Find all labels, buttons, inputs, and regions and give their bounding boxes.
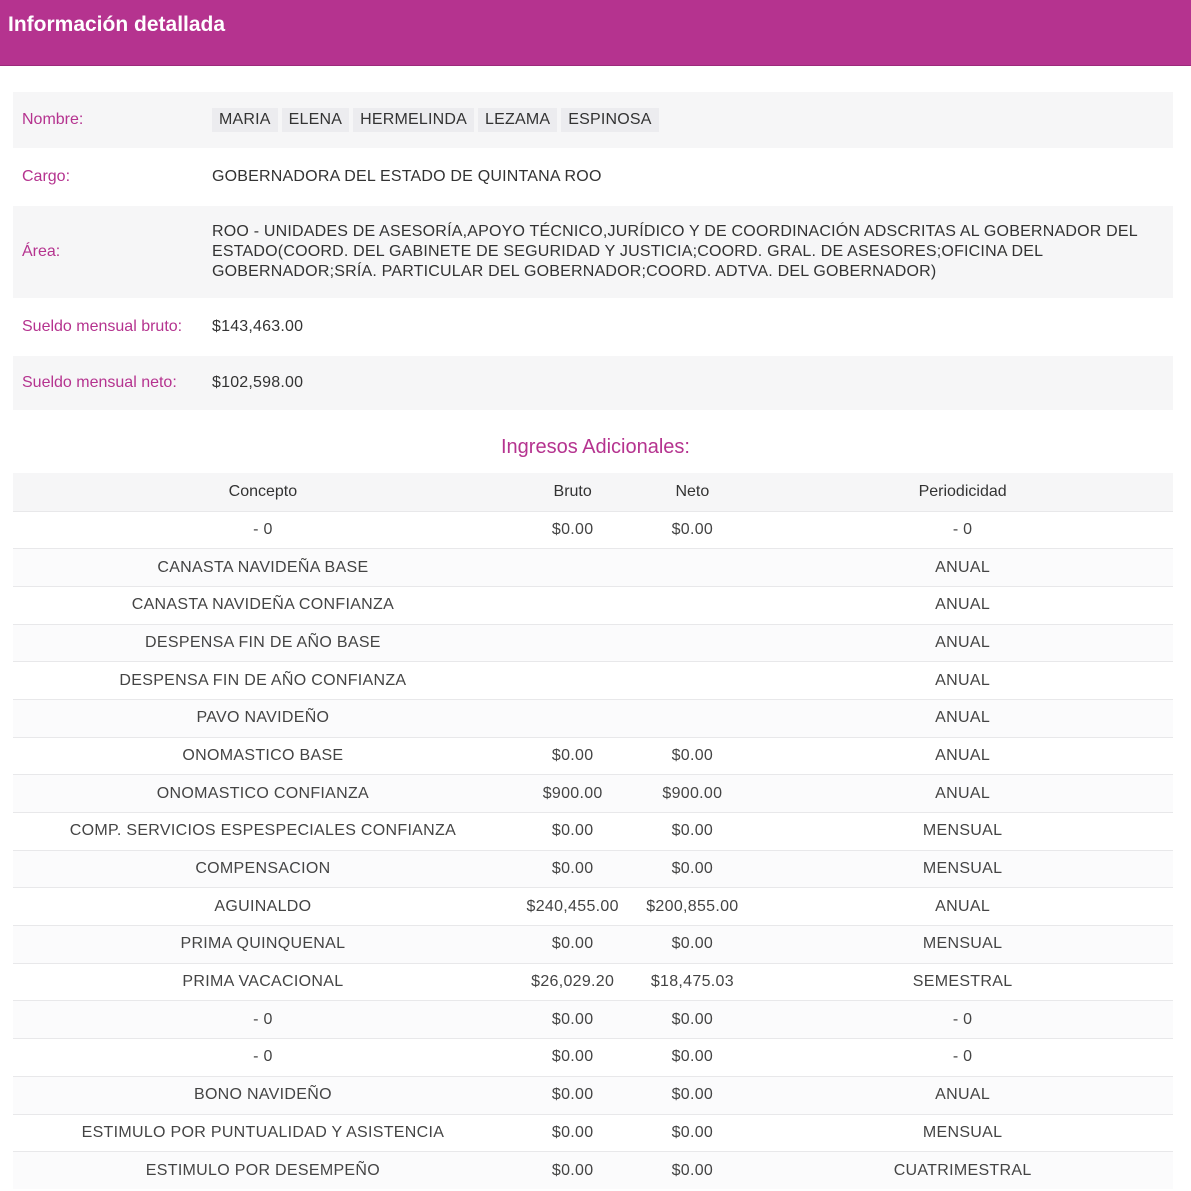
cell-periodicidad: ANUAL <box>935 671 991 689</box>
cell-neto: $0.00 <box>671 860 714 878</box>
cell-bruto <box>513 624 633 662</box>
cell-periodicidad: MENSUAL <box>922 860 1003 878</box>
header-concepto: Concepto <box>228 482 298 500</box>
cell-periodicidad: ANUAL <box>935 897 991 915</box>
name-part: HERMELINDA <box>353 108 474 132</box>
table-row <box>13 813 1173 851</box>
sueldo-neto-label: Sueldo mensual neto: <box>22 374 177 391</box>
sueldo-bruto-value: $143,463.00 <box>212 318 304 335</box>
nombre-value <box>212 108 663 132</box>
table-row <box>13 549 1173 587</box>
table-row <box>13 1152 1173 1190</box>
cargo-row <box>13 148 1173 206</box>
cell-periodicidad: ANUAL <box>935 1086 991 1104</box>
cell-concepto: PRIMA QUINQUENAL <box>180 935 346 953</box>
cell-periodicidad: MENSUAL <box>922 822 1003 840</box>
cell-bruto: $0.00 <box>551 520 594 538</box>
table-row <box>13 1114 1173 1152</box>
cell-periodicidad: ANUAL <box>935 784 991 802</box>
ingresos-table <box>13 473 1173 1189</box>
cargo-label: Cargo: <box>22 168 71 185</box>
area-label: Área: <box>22 243 61 260</box>
cell-neto: $0.00 <box>671 520 714 538</box>
cell-concepto: ESTIMULO POR DESEMPEÑO <box>145 1161 380 1179</box>
cell-concepto: - 0 <box>253 1010 273 1028</box>
cargo-value: GOBERNADORA DEL ESTADO DE QUINTANA ROO <box>212 168 602 185</box>
cell-concepto: PRIMA VACACIONAL <box>182 973 344 991</box>
header-neto: Neto <box>675 482 710 500</box>
sueldo-bruto-label: Sueldo mensual bruto: <box>22 318 183 335</box>
page-header <box>0 0 1191 66</box>
cell-periodicidad: MENSUAL <box>922 1123 1003 1141</box>
area-value: ROO - UNIDADES DE ASESORÍA,APOYO TÉCNICO,JURÍDICO Y DE COORDINACIÓN ADSCRITAS AL GOBERNADOR DEL ESTADO(COORD. DEL GABINETE DE SEGURIDAD Y JUSTICIA;COORD. GRAL. DE ASESORES;OFICINA DEL GOBERNADOR;SRÍA. PARTICULAR DEL GOBERNADOR;COORD. ADTVA. DEL GOBERNADOR) <box>212 223 1138 280</box>
nombre-row <box>13 92 1173 148</box>
cell-bruto: $0.00 <box>551 860 594 878</box>
cell-periodicidad: MENSUAL <box>922 935 1003 953</box>
table-row <box>13 1076 1173 1114</box>
cell-neto: $0.00 <box>671 1086 714 1104</box>
cell-neto: $0.00 <box>671 1048 714 1066</box>
sueldo-bruto-row <box>13 298 1173 356</box>
cell-periodicidad: - 0 <box>952 520 973 538</box>
table-row <box>13 1039 1173 1077</box>
cell-bruto: $0.00 <box>551 1086 594 1104</box>
cell-periodicidad: ANUAL <box>935 596 991 614</box>
table-row <box>13 624 1173 662</box>
cell-neto <box>633 586 753 624</box>
page-title: Información detallada <box>8 13 226 36</box>
cell-concepto: CANASTA NAVIDEÑA BASE <box>157 558 369 576</box>
header-bruto: Bruto <box>553 482 592 500</box>
table-row <box>13 511 1173 549</box>
nombre-label: Nombre: <box>22 111 84 128</box>
cell-bruto: $0.00 <box>551 746 594 764</box>
cell-neto: $0.00 <box>671 822 714 840</box>
table-row <box>13 888 1173 926</box>
table-row <box>13 1001 1173 1039</box>
cell-concepto: AGUINALDO <box>214 897 312 915</box>
cell-neto: $0.00 <box>671 746 714 764</box>
table-row <box>13 850 1173 888</box>
area-row <box>13 206 1173 298</box>
cell-neto: $200,855.00 <box>646 897 739 915</box>
cell-neto: $0.00 <box>671 935 714 953</box>
cell-neto <box>633 662 753 700</box>
cell-neto: $900.00 <box>662 784 723 802</box>
cell-concepto: COMP. SERVICIOS ESPESPECIALES CONFIANZA <box>69 822 457 840</box>
sueldo-neto-value: $102,598.00 <box>212 374 304 391</box>
table-row <box>13 586 1173 624</box>
cell-bruto: $0.00 <box>551 1010 594 1028</box>
cell-bruto: $900.00 <box>542 784 603 802</box>
cell-bruto: $0.00 <box>551 935 594 953</box>
name-part: LEZAMA <box>478 108 557 132</box>
cell-bruto: $0.00 <box>551 822 594 840</box>
cell-bruto <box>513 699 633 737</box>
cell-bruto <box>513 586 633 624</box>
name-part: ELENA <box>282 108 349 132</box>
table-header-row <box>13 473 1173 511</box>
cell-neto: $0.00 <box>671 1010 714 1028</box>
table-row <box>13 737 1173 775</box>
cell-bruto: $26,029.20 <box>531 973 615 991</box>
cell-neto: $18,475.03 <box>650 973 734 991</box>
cell-concepto: ONOMASTICO BASE <box>182 746 344 764</box>
cell-neto: $0.00 <box>671 1161 714 1179</box>
cell-neto: $0.00 <box>671 1123 714 1141</box>
cell-concepto: BONO NAVIDEÑO <box>193 1086 332 1104</box>
cell-neto <box>633 699 753 737</box>
cell-periodicidad: - 0 <box>952 1048 973 1066</box>
cell-concepto: - 0 <box>253 520 273 538</box>
cell-periodicidad: ANUAL <box>935 558 991 576</box>
table-row <box>13 662 1173 700</box>
table-row <box>13 775 1173 813</box>
cell-neto <box>633 549 753 587</box>
table-row <box>13 926 1173 964</box>
cell-periodicidad: - 0 <box>952 1010 973 1028</box>
cell-concepto: ESTIMULO POR PUNTUALIDAD Y ASISTENCIA <box>81 1123 445 1141</box>
cell-bruto <box>513 549 633 587</box>
table-row <box>13 963 1173 1001</box>
cell-concepto: DESPENSA FIN DE AÑO BASE <box>145 633 381 651</box>
cell-periodicidad: ANUAL <box>935 709 991 727</box>
cell-concepto: COMPENSACION <box>195 860 331 878</box>
cell-neto <box>633 624 753 662</box>
cell-concepto: PAVO NAVIDEÑO <box>196 709 330 727</box>
cell-bruto: $0.00 <box>551 1161 594 1179</box>
cell-concepto: - 0 <box>253 1048 273 1066</box>
name-part: MARIA <box>212 108 278 132</box>
cell-bruto: $240,455.00 <box>526 897 619 915</box>
cell-bruto: $0.00 <box>551 1048 594 1066</box>
header-periodicidad: Periodicidad <box>918 482 1007 500</box>
cell-bruto: $0.00 <box>551 1123 594 1141</box>
table-row <box>13 699 1173 737</box>
info-panel <box>13 92 1173 410</box>
cell-periodicidad: ANUAL <box>935 633 991 651</box>
cell-periodicidad: ANUAL <box>935 746 991 764</box>
cell-concepto: DESPENSA FIN DE AÑO CONFIANZA <box>119 671 407 689</box>
cell-periodicidad: CUATRIMESTRAL <box>893 1161 1032 1179</box>
cell-concepto: ONOMASTICO CONFIANZA <box>156 784 370 802</box>
cell-bruto <box>513 662 633 700</box>
sueldo-neto-row <box>13 356 1173 410</box>
ingresos-title: Ingresos Adicionales: <box>500 436 690 458</box>
cell-concepto: CANASTA NAVIDEÑA CONFIANZA <box>131 596 395 614</box>
name-part: ESPINOSA <box>561 108 658 132</box>
cell-periodicidad: SEMESTRAL <box>912 973 1013 991</box>
